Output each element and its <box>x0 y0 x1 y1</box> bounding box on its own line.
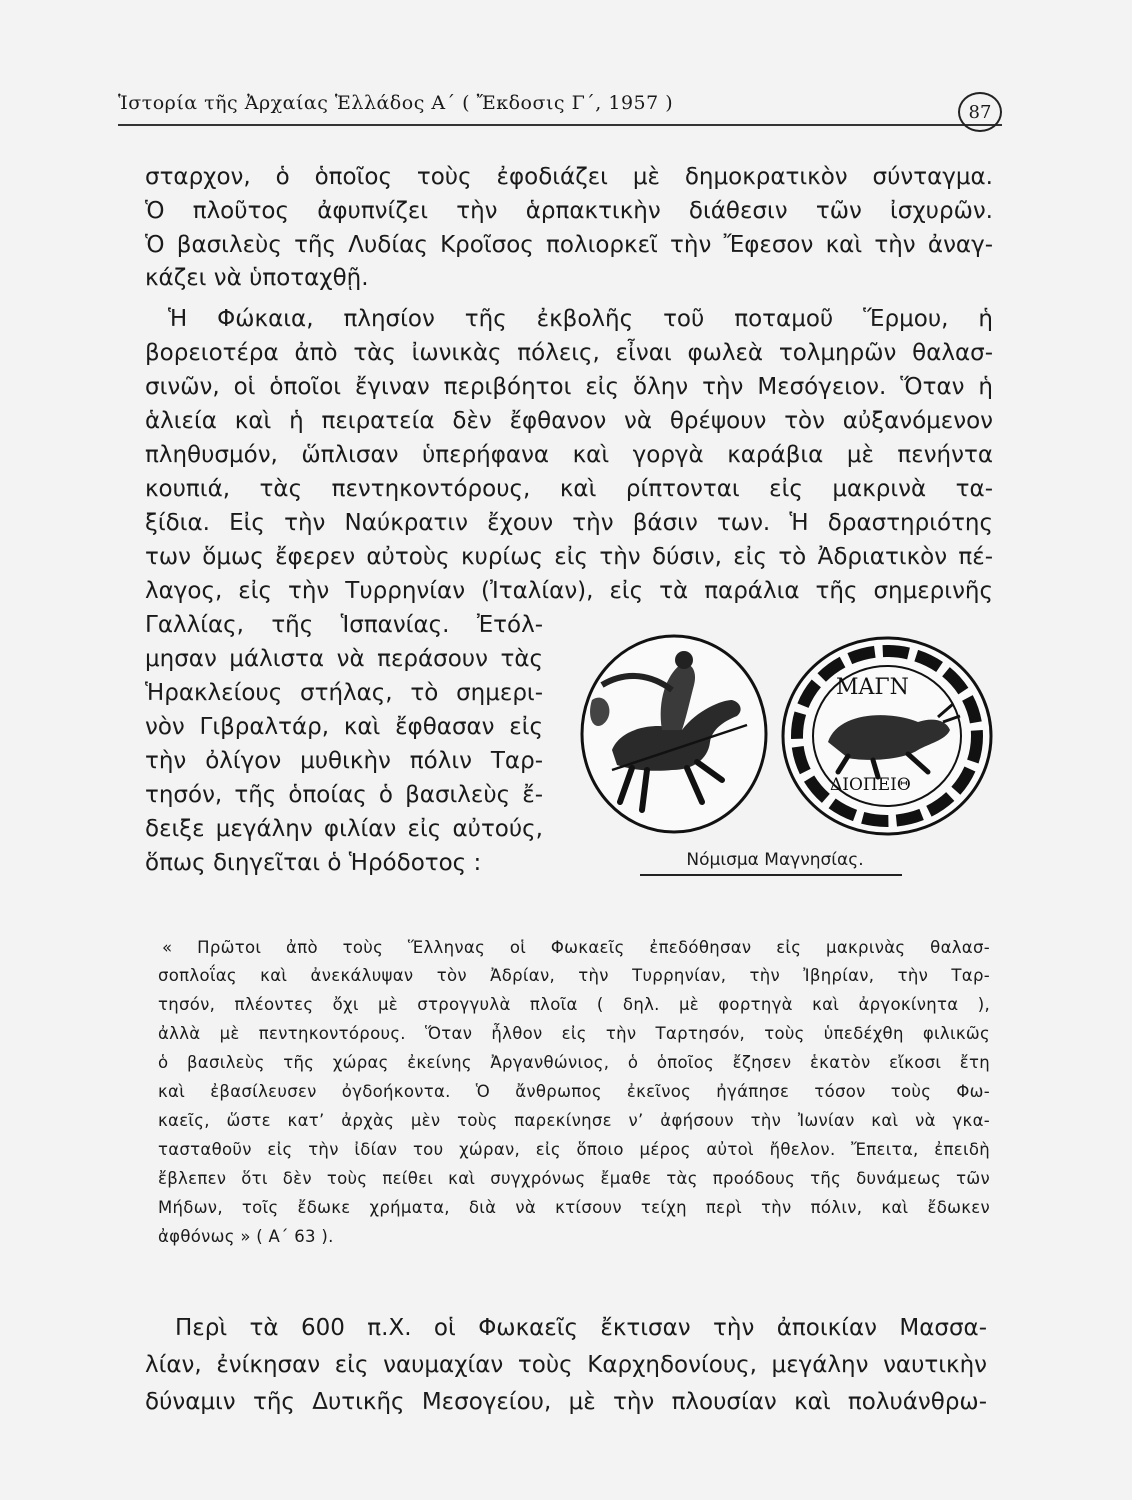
quote-line: τασταθοῦν εἰς τὴν ἰδίαν του χώραν, εἰς ὅποιο μέρος αὐτοὶ ἤθελον. Ἔπειτα, ἐπειδὴ <box>158 1140 990 1159</box>
body-line: Ὁ βασιλεὺς τῆς Λυδίας Κροῖσος πολιορκεῖ τὴν Ἔφεσον καὶ τὴν ἀναγ- <box>145 232 993 258</box>
body-line: Ἡ Φώκαια, πλησίον τῆς ἐκβολῆς τοῦ ποταμοῦ Ἕρμου, ἡ <box>168 306 993 332</box>
quote-line: ἀλλὰ μὲ πεντηκοντόρους. Ὅταν ἦλθον εἰς τὴν Ταρτησόν, τοὺς ὑπεδέχθη φιλικῶς <box>158 1024 990 1043</box>
body-line: τησόν, τῆς ὁποίας ὁ βασιλεὺς ἔ- <box>145 782 543 808</box>
quote-line: καεῖς, ὥστε κατ’ ἀρχὰς μὲν τοὺς παρεκίνησε ν’ ἀφήσουν τὴν Ἰωνίαν καὶ νὰ γκα- <box>158 1111 990 1130</box>
body-line: νὸν Γιβραλτάρ, καὶ ἔφθασαν εἰς <box>145 714 543 740</box>
body-line: των ὅμως ἔφερεν αὐτοὺς κυρίως εἰς τὴν δύσιν, εἰς τὸ Ἀδριατικὸν πέ- <box>145 544 993 570</box>
coin-legend-bottom: ΔΙΟΠΕΙΘ <box>830 775 911 795</box>
body-line: Ἡρακλείους στήλας, τὸ σημερι- <box>145 680 543 706</box>
coin-figure <box>572 630 998 885</box>
quote-line: τησόν, πλέοντες ὄχι μὲ στρογγυλὰ πλοῖα ( δηλ. μὲ φορτηγὰ καὶ ἀργοκίνητα ), <box>158 995 990 1014</box>
quote-line: καὶ ἐβασίλευσεν ὀγδοήκοντα. Ὁ ἄνθρωπος ἐκεῖνος ἠγάπησε τόσον τοὺς Φω- <box>158 1082 990 1101</box>
coin-legend-top: ΜΑΓΝ <box>836 675 909 700</box>
body-line: ξίδια. Εἰς τὴν Ναύκρατιν ἔχουν τὴν βάσιν των. Ἡ δραστηριότης <box>145 510 993 536</box>
coin-reverse-bull <box>778 632 996 842</box>
coin-obverse-horseman <box>572 630 772 840</box>
body-line: κάζει νὰ ὑποταχθῇ. <box>145 265 369 291</box>
figure-caption: Νόμισμα Μαγνησίας. <box>686 850 864 870</box>
running-header <box>118 88 1002 128</box>
quote-line: ἔβλεπεν ὅτι δὲν τοὺς πείθει καὶ συγχρόνως ἔμαθε τὰς προόδους τῆς δυνάμεως τῶν <box>158 1169 990 1188</box>
body-line: πληθυσμόν, ὥπλισαν ὑπερήφανα καὶ γοργὰ καράβια μὲ πενήντα <box>145 442 993 468</box>
body-line: λαγος, εἰς τὴν Τυρρηνίαν (Ἰταλίαν), εἰς τὰ παράλια τῆς σημερινῆς <box>145 578 993 604</box>
body-line: σταρχον, ὁ ὁποῖος τοὺς ἐφοδιάζει μὲ δημοκρατικὸν σύνταγμα. <box>145 164 993 190</box>
body-line: δειξε μεγάλην φιλίαν εἰς αὐτούς, <box>145 816 543 842</box>
body-line: ἁλιεία καὶ ἡ πειρατεία δὲν ἔφθανον νὰ θρέψουν τὸν αὐξανόμενον <box>145 408 993 434</box>
body-line: σινῶν, οἱ ὁποῖοι ἔγιναν περιβόητοι εἰς ὅλην τὴν Μεσόγειον. Ὅταν ἡ <box>145 374 993 400</box>
body-line: κουπιά, τὰς πεντηκοντόρους, καὶ ρίπτονται εἰς μακρινὰ τα- <box>145 476 993 502</box>
body-line: λίαν, ἐνίκησαν εἰς ναυμαχίαν τοὺς Καρχηδονίους, μεγάλην ναυτικὴν <box>145 1352 987 1378</box>
body-line: βορειοτέρα ἀπὸ τὰς ἰωνικὰς πόλεις, εἶναι φωλεὰ τολμηρῶν θαλασ- <box>145 340 993 366</box>
quote-line: « Πρῶτοι ἀπὸ τοὺς Ἕλληνας οἱ Φωκαεῖς ἐπεδόθησαν εἰς μακρινὰς θαλασ- <box>162 938 990 957</box>
header-title: Ἱστορία τῆς Ἀρχαίας Ἑλλάδος Α΄ ( Ἔκδοσις Γ΄, 1957 ) <box>118 92 674 114</box>
body-line: Ὁ πλοῦτος ἀφυπνίζει τὴν ἁρπακτικὴν διάθεσιν τῶν ἰσχυρῶν. <box>145 198 993 224</box>
body-line: μησαν μάλιστα νὰ περάσουν τὰς <box>145 646 543 672</box>
body-line: ὅπως διηγεῖται ὁ Ἡρόδοτος : <box>145 850 482 876</box>
body-line: Περὶ τὰ 600 π.Χ. οἱ Φωκαεῖς ἔκτισαν τὴν ἀποικίαν Μασσα- <box>175 1315 987 1341</box>
quote-line: ὁ βασιλεὺς τῆς χώρας ἐκείνης Ἀργανθώνιος, ὁ ὁποῖος ἔζησεν ἑκατὸν εἴκοσι ἔτη <box>158 1053 990 1072</box>
body-line: δύναμιν τῆς Δυτικῆς Μεσογείου, μὲ τὴν πλουσίαν καὶ πολυάνθρω- <box>145 1389 987 1415</box>
body-line: Γαλλίας, τῆς Ἱσπανίας. Ἐτόλ- <box>145 612 543 638</box>
quote-line: ἀφθόνως » ( Α΄ 63 ). <box>158 1227 334 1246</box>
page-number: 87 <box>958 92 1002 132</box>
quote-line: Μήδων, τοῖς ἔδωκε χρήματα, διὰ νὰ κτίσουν τείχη περὶ τὴν πόλιν, καὶ ἔδωκεν <box>158 1198 990 1217</box>
header-rule <box>118 124 1002 126</box>
body-line: τὴν ὀλίγον μυθικὴν πόλιν Ταρ- <box>145 748 543 774</box>
quote-line: σοπλοΐας καὶ ἀνεκάλυψαν τὸν Ἀδρίαν, τὴν Τυρρηνίαν, τὴν Ἰβηρίαν, τὴν Ταρ- <box>158 966 990 985</box>
caption-underline <box>640 874 902 876</box>
